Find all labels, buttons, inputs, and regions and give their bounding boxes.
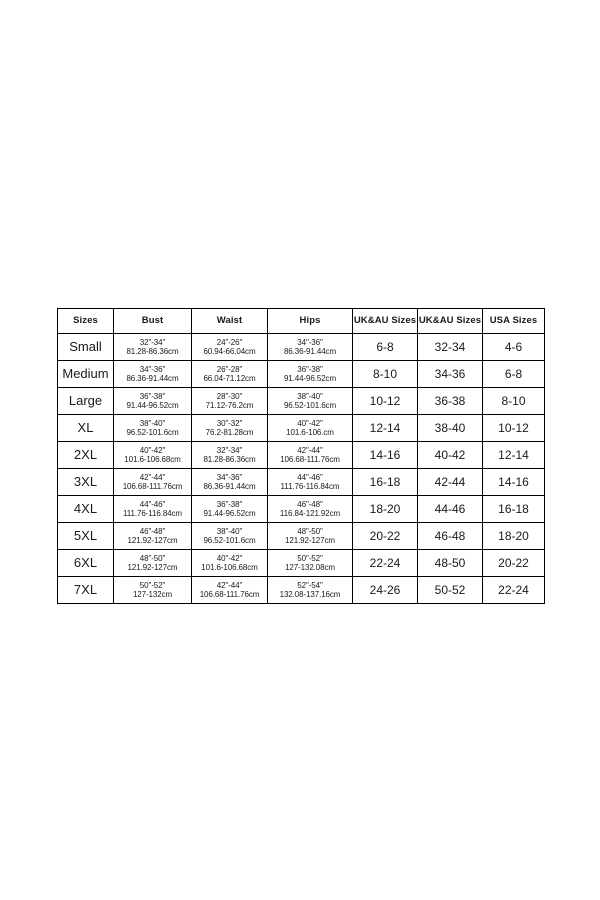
size-chart-table [57, 308, 545, 604]
cell-waist-inches: 24"-26" [216, 337, 243, 347]
cell-hips [268, 361, 353, 388]
cell-hips-inches: 48"-50" [297, 526, 323, 536]
cell-bust-inches: 50"-52" [139, 580, 166, 590]
cell-hips-inches: 36"-38" [297, 364, 323, 374]
cell-hips-inches: 38"-40" [297, 391, 323, 401]
table-row [58, 388, 545, 415]
cell-hips [268, 334, 353, 361]
column-header-waist: Waist [192, 309, 268, 334]
cell-waist [192, 442, 268, 469]
cell-bust [114, 334, 192, 361]
cell-uk-au-1: 12-14 [353, 415, 418, 442]
cell-usa: 22-24 [483, 577, 545, 604]
cell-usa: 12-14 [483, 442, 545, 469]
cell-hips-inches: 34"-36" [297, 337, 323, 347]
cell-waist-inches: 38"-40" [216, 526, 243, 536]
cell-hips-cm: 116.84-121.92cm [279, 509, 341, 518]
cell-size: 4XL [58, 496, 114, 523]
cell-size: Medium [58, 361, 114, 388]
column-header-uk-au-sizes-2: UK&AU Sizes [418, 309, 483, 334]
table-row [58, 415, 545, 442]
cell-waist-inches: 42"-44" [216, 580, 243, 590]
table-header-row [58, 309, 545, 334]
cell-hips [268, 388, 353, 415]
column-header-uk-au-sizes-1: UK&AU Sizes [353, 309, 418, 334]
cell-size: Small [58, 334, 114, 361]
cell-waist [192, 334, 268, 361]
table-row [58, 334, 545, 361]
cell-waist-cm: 76.2-81.28cm [205, 428, 254, 437]
table-row [58, 496, 545, 523]
cell-usa: 4-6 [483, 334, 545, 361]
cell-bust-inches: 42"-44" [139, 472, 166, 482]
cell-uk-au-2: 32-34 [418, 334, 483, 361]
cell-waist-cm: 86.36-91.44cm [203, 482, 256, 491]
cell-bust-cm: 127-132cm [132, 590, 173, 599]
table-row [58, 442, 545, 469]
cell-bust-cm: 121.92-127cm [127, 536, 178, 545]
cell-uk-au-1: 20-22 [353, 523, 418, 550]
cell-bust-cm: 91.44-96.52cm [126, 401, 179, 410]
cell-hips-cm: 132.08-137.16cm [279, 590, 341, 599]
cell-hips-inches: 44"-46" [297, 472, 323, 482]
cell-waist-cm: 60.94-66.04cm [203, 347, 256, 356]
cell-uk-au-1: 24-26 [353, 577, 418, 604]
cell-bust [114, 496, 192, 523]
cell-hips [268, 415, 353, 442]
cell-uk-au-1: 14-16 [353, 442, 418, 469]
cell-waist-cm: 101.6-106.68cm [201, 563, 258, 572]
cell-bust-inches: 40"-42" [139, 445, 166, 455]
table-body [58, 334, 545, 604]
cell-hips-inches: 40"-42" [297, 418, 323, 428]
cell-waist [192, 496, 268, 523]
cell-uk-au-2: 42-44 [418, 469, 483, 496]
cell-usa: 14-16 [483, 469, 545, 496]
column-header-bust: Bust [114, 309, 192, 334]
cell-hips-cm: 101.6-106.cm [286, 428, 334, 437]
cell-hips-cm: 96.52-101.6cm [283, 401, 337, 410]
cell-uk-au-2: 50-52 [418, 577, 483, 604]
cell-bust [114, 442, 192, 469]
cell-size: XL [58, 415, 114, 442]
column-header-hips: Hips [268, 309, 353, 334]
column-header-sizes: Sizes [58, 309, 114, 334]
cell-waist-inches: 40"-42" [216, 553, 243, 563]
cell-usa: 16-18 [483, 496, 545, 523]
cell-waist [192, 388, 268, 415]
cell-waist [192, 577, 268, 604]
cell-hips [268, 469, 353, 496]
cell-uk-au-2: 40-42 [418, 442, 483, 469]
cell-bust-cm: 106.68-111.76cm [122, 482, 183, 491]
cell-bust [114, 577, 192, 604]
cell-waist-inches: 34"-36" [216, 472, 243, 482]
cell-bust-cm: 86.36-91.44cm [126, 374, 179, 383]
cell-bust-cm: 96.52-101.6cm [126, 428, 179, 437]
cell-hips [268, 523, 353, 550]
cell-waist [192, 469, 268, 496]
cell-hips-inches: 50"-52" [297, 553, 323, 563]
cell-bust-inches: 36"-38" [139, 391, 166, 401]
cell-uk-au-2: 48-50 [418, 550, 483, 577]
cell-uk-au-2: 44-46 [418, 496, 483, 523]
cell-uk-au-1: 22-24 [353, 550, 418, 577]
cell-bust-cm: 81.28-86.36cm [126, 347, 179, 356]
cell-waist-cm: 96.52-101.6cm [203, 536, 256, 545]
cell-waist [192, 361, 268, 388]
cell-waist-inches: 30"-32" [216, 418, 243, 428]
cell-hips [268, 550, 353, 577]
cell-waist-cm: 106.68-111.76cm [199, 590, 260, 599]
cell-waist [192, 415, 268, 442]
cell-size: 3XL [58, 469, 114, 496]
cell-uk-au-2: 34-36 [418, 361, 483, 388]
cell-uk-au-1: 16-18 [353, 469, 418, 496]
cell-bust-cm: 101.6-106.68cm [124, 455, 181, 464]
cell-size: 2XL [58, 442, 114, 469]
table-row [58, 577, 545, 604]
cell-bust [114, 415, 192, 442]
table-row [58, 523, 545, 550]
cell-usa: 6-8 [483, 361, 545, 388]
cell-bust-cm: 111.76-116.84cm [123, 509, 182, 518]
cell-uk-au-2: 36-38 [418, 388, 483, 415]
cell-usa: 20-22 [483, 550, 545, 577]
cell-bust-inches: 32"-34" [139, 337, 166, 347]
cell-uk-au-2: 38-40 [418, 415, 483, 442]
cell-waist [192, 550, 268, 577]
cell-bust-inches: 46"-48" [139, 526, 166, 536]
cell-waist-cm: 71.12-76.2cm [205, 401, 254, 410]
cell-bust-inches: 48"-50" [139, 553, 166, 563]
cell-usa: 10-12 [483, 415, 545, 442]
cell-usa: 18-20 [483, 523, 545, 550]
cell-bust [114, 469, 192, 496]
table-row [58, 550, 545, 577]
cell-bust-inches: 38"-40" [139, 418, 166, 428]
cell-uk-au-1: 8-10 [353, 361, 418, 388]
cell-uk-au-1: 6-8 [353, 334, 418, 361]
cell-waist-inches: 28"-30" [216, 391, 243, 401]
cell-bust-inches: 44"-46" [139, 499, 166, 509]
cell-bust-inches: 34"-36" [139, 364, 166, 374]
cell-hips-inches: 42"-44" [297, 445, 323, 455]
cell-waist [192, 523, 268, 550]
table-row [58, 361, 545, 388]
cell-hips [268, 496, 353, 523]
cell-uk-au-1: 18-20 [353, 496, 418, 523]
cell-hips-cm: 111.76-116.84cm [280, 482, 340, 491]
cell-hips-cm: 121.92-127cm [285, 536, 335, 545]
cell-bust-cm: 121.92-127cm [127, 563, 178, 572]
cell-size: Large [58, 388, 114, 415]
cell-bust [114, 361, 192, 388]
cell-hips-inches: 52"-54" [297, 580, 323, 590]
cell-waist-inches: 26"-28" [216, 364, 243, 374]
cell-bust [114, 388, 192, 415]
cell-uk-au-2: 46-48 [418, 523, 483, 550]
cell-usa: 8-10 [483, 388, 545, 415]
cell-hips [268, 442, 353, 469]
cell-size: 5XL [58, 523, 114, 550]
cell-waist-cm: 81.28-86.36cm [203, 455, 256, 464]
cell-waist-cm: 91.44-96.52cm [203, 509, 256, 518]
cell-hips-inches: 46"-48" [297, 499, 323, 509]
cell-waist-cm: 66.04-71.12cm [203, 374, 256, 383]
table-row [58, 469, 545, 496]
cell-hips-cm: 127-132.08cm [285, 563, 335, 572]
cell-hips [268, 577, 353, 604]
cell-waist-inches: 32"-34" [216, 445, 243, 455]
cell-uk-au-1: 10-12 [353, 388, 418, 415]
cell-size: 7XL [58, 577, 114, 604]
cell-bust [114, 523, 192, 550]
cell-size: 6XL [58, 550, 114, 577]
table-header [58, 309, 545, 334]
column-header-usa-sizes: USA Sizes [483, 309, 545, 334]
size-chart-container [57, 308, 544, 604]
cell-hips-cm: 106.68-111.76cm [280, 455, 340, 464]
cell-waist-inches: 36"-38" [216, 499, 243, 509]
cell-hips-cm: 91.44-96.52cm [283, 374, 337, 383]
cell-bust [114, 550, 192, 577]
cell-hips-cm: 86.36-91.44cm [283, 347, 337, 356]
